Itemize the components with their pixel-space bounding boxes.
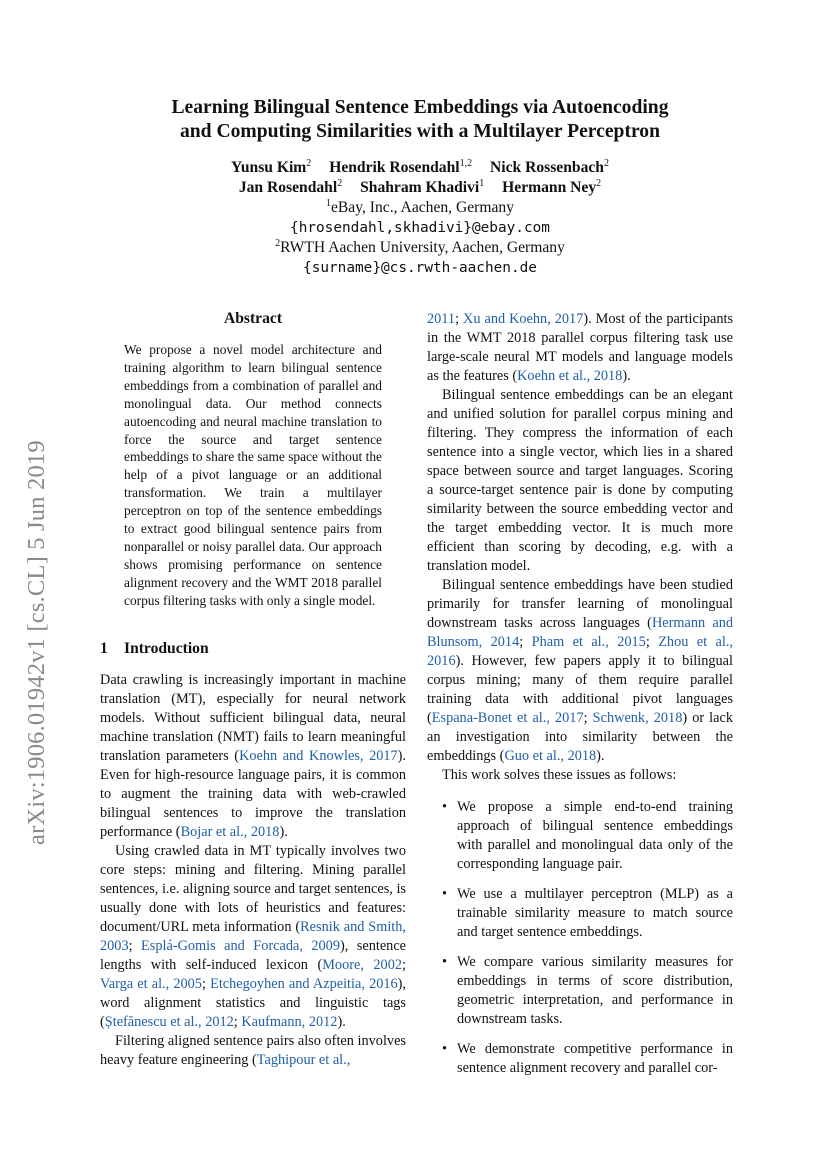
contribution-item	[427, 885, 733, 942]
body-paragraph	[100, 671, 406, 842]
paragraph-text: ;	[455, 311, 464, 327]
citation-link[interactable]: Koehn and Knowles, 2017	[239, 747, 398, 764]
right-column	[427, 310, 733, 1089]
body-paragraph	[427, 576, 733, 766]
citation-link[interactable]: Pham et al., 2015	[531, 634, 646, 650]
citation-link[interactable]: 2011	[427, 311, 456, 327]
section-heading	[100, 639, 406, 659]
paragraph-text: ;	[519, 634, 532, 650]
paragraph-text: Filtering aligned sentence pairs also often involves heavy feature engineering (	[100, 1032, 406, 1068]
author-row-2	[100, 178, 740, 198]
citation-link[interactable]: Moore, 2002	[322, 956, 403, 973]
author-row-1	[100, 158, 740, 178]
email-2: {surname}@cs.rwth-aachen.de	[303, 260, 537, 276]
contribution-text: We propose a simple end-to-end training approach of bilingual sentence embeddings with parallel and monolingual data only of the corresponding language pair.	[457, 799, 733, 872]
citation-link[interactable]: Guo et al., 2018	[504, 748, 597, 764]
section-title: Introduction	[124, 639, 209, 657]
paragraph-text: Bilingual sentence embeddings can be an elegant and unified solution for parallel corpus mining and filtering. They compress the information of each sentence into a single vector, which lies in a shared space between source and target languages. Scoring a source-target sentence pair is done by computing similarity between the source embedding vector and the target embedding vector. It is much more efficient than scoring by decoding, e.g. with a translation model.	[427, 387, 733, 574]
paragraph-text: ), word alignment statistics and linguistic tags (	[100, 975, 407, 1030]
paragraph-text: ) or lack an investigation into similarity between the embeddings (	[427, 710, 733, 764]
citation-link[interactable]: Kaufmann, 2012	[241, 1013, 338, 1030]
body-paragraph	[100, 1032, 406, 1070]
citation-link[interactable]: Varga et al., 2005	[100, 975, 202, 992]
citation-link[interactable]: Ștefănescu et al., 2012	[104, 1013, 234, 1030]
citation-link[interactable]: Zhou et al., 2016	[427, 634, 733, 669]
contribution-text: We compare various similarity measures for embeddings in terms of score distribution, geometric interpretation, and performance in downstream tasks.	[457, 954, 733, 1027]
citation-link[interactable]: Bojar et al., 2018	[180, 823, 280, 840]
paragraph-text: ).	[337, 1013, 346, 1030]
citation-link[interactable]: Resnik and Smith, 2003	[100, 918, 406, 954]
author: Hendrik Rosendahl$^{1,2}$	[329, 158, 473, 176]
citation-link[interactable]: Espana-Bonet et al., 2017	[431, 710, 584, 726]
paragraph-text: ;	[128, 937, 142, 954]
body-paragraph	[427, 386, 733, 576]
contribution-item	[427, 953, 733, 1029]
author: Hermann Ney$^2$	[502, 178, 602, 196]
arxiv-stamp: arXiv:1906.01942v1 [cs.CL] 5 Jun 2019	[23, 440, 50, 845]
email-1: {hrosendahl,skhadivi}@ebay.com	[290, 220, 550, 236]
paragraph-text: ). Even for high-resource language pairs, it is common to augment the training data with web-crawled bilingual sentences to improve the translation performance (	[100, 747, 407, 840]
citation-link[interactable]: Xu and Koehn, 2017	[463, 311, 584, 327]
paragraph-text: ;	[583, 710, 593, 726]
paragraph-text: ;	[201, 975, 211, 992]
paragraph-text: This work solves these issues as follows:	[442, 767, 677, 783]
title-line-1: Learning Bilingual Sentence Embeddings via Autoencoding	[171, 97, 669, 118]
bullet-icon: •	[442, 799, 448, 815]
citation-link[interactable]: Koehn et al., 2018	[517, 368, 623, 384]
citation-link[interactable]: Taghipour et al.,	[256, 1051, 351, 1068]
citation-link[interactable]: Schwenk, 2018	[592, 710, 683, 726]
author-block	[100, 158, 740, 278]
author: Jan Rosendahl$^2$	[238, 178, 343, 196]
bullet-icon: •	[442, 886, 448, 902]
bullet-icon: •	[442, 1041, 448, 1057]
left-column	[100, 308, 406, 1070]
author: Shahram Khadivi$^1$	[360, 178, 485, 196]
paragraph-text: ).	[279, 823, 288, 840]
title-line-2: and Computing Similarities with a Multilayer Perceptron	[179, 121, 661, 142]
abstract-heading: Abstract	[223, 310, 283, 327]
contribution-item	[427, 1040, 733, 1078]
author: Yunsu Kim$^2$	[231, 158, 312, 176]
citation-link[interactable]: Etchegoyhen and Azpeitia, 2016	[210, 975, 398, 992]
paragraph-text: ), sentence lengths with self-induced lexicon (	[100, 937, 407, 973]
paragraph-text: ). However, few papers apply it to bilingual corpus mining; many of them require parallel training data with additional pivot languages (	[427, 653, 733, 726]
paragraph-text: ;	[402, 956, 406, 973]
body-paragraph	[100, 842, 406, 1032]
paragraph-text: ). Most of the participants in the WMT 2018 parallel corpus filtering task use large-scale neural MT models and language models as the features (	[427, 311, 734, 384]
right-paragraphs	[427, 310, 733, 785]
paragraph-text: Bilingual sentence embeddings have been studied primarily for transfer learning of monolingual downstream tasks across languages (	[427, 577, 733, 631]
paragraph-text: ;	[233, 1013, 242, 1030]
body-paragraph	[427, 766, 733, 785]
affiliation-2: $^2$RWTH Aachen University, Aachen, Germany	[275, 238, 565, 256]
contribution-item	[427, 798, 733, 874]
citation-link[interactable]: Hermann and Blunsom, 2014	[427, 615, 733, 650]
left-paragraphs	[100, 671, 406, 1070]
paragraph-text: ;	[645, 634, 659, 650]
contribution-text: We use a multilayer perceptron (MLP) as a trainable similarity measure to match source and target sentence embeddings.	[457, 886, 733, 940]
section-number: 1	[100, 639, 108, 657]
paper-title	[100, 96, 740, 144]
paragraph-text: ).	[596, 748, 605, 764]
paragraph-text: ).	[622, 368, 631, 384]
paragraph-text: Using crawled data in MT typically involves two core steps: mining and filtering. Mining parallel sentences, i.e. aligning source and target sentences, is usually done with lots of heuristics and features: document/URL meta information (	[100, 842, 406, 935]
citation-link[interactable]: Esplá-Gomis and Forcada, 2009	[141, 937, 340, 954]
affiliation-1: $^1$eBay, Inc., Aachen, Germany	[325, 198, 514, 216]
paragraph-text: Data crawling is increasingly important in machine translation (MT), especially for neural network models. Without sufficient bilingual data, neural machine translation (NMT) fails to learn meaningful translation parameters (	[100, 671, 406, 764]
contribution-text: We demonstrate competitive performance in sentence alignment recovery and parallel cor-	[457, 1041, 733, 1076]
abstract-text: We propose a novel model architecture and training algorithm to learn bilingual sentence embeddings from a combination of parallel and monolingual data. Our method connects autoencoding and neural machine translation to force the source and target sentence embeddings to share the same space without the help of a pivot language or an additional transformation. We train a multilayer perceptron on top of the sentence embeddings to extract good bilingual sentence pairs from nonparallel or noisy parallel data. Our approach shows promising performance on sentence alignment recovery and the WMT 2018 parallel corpus filtering tasks with only a single model.	[124, 342, 382, 608]
contribution-list	[427, 798, 733, 1078]
author: Nick Rossenbach$^2$	[490, 158, 609, 176]
body-paragraph	[427, 310, 733, 386]
bullet-icon: •	[442, 954, 448, 970]
